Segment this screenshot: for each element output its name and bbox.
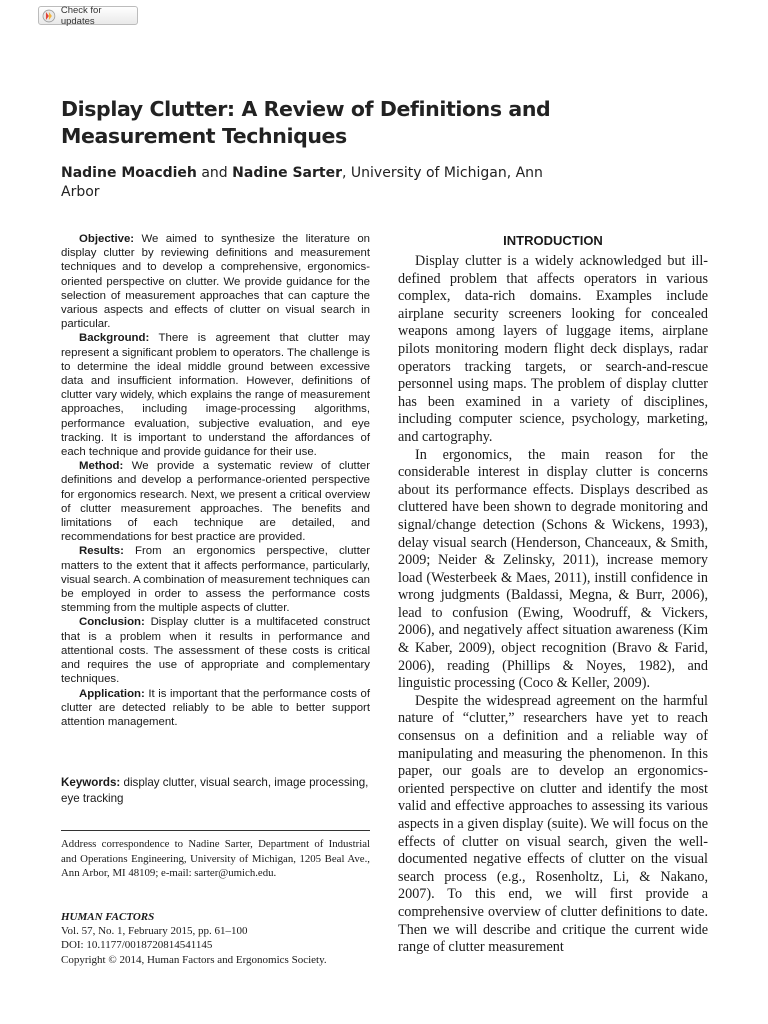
journal-name: HUMAN FACTORS bbox=[61, 911, 155, 923]
journal-info bbox=[61, 910, 381, 967]
intro-paragraph: Display clutter is a widely acknowledged but ill-defined problem that affects operators in various complex, data-rich domains. Examples include airplane security screeners looking for concealed weapons among layers of luggage items, airplane pilots monitoring modern flight deck displays, radar operators tracking targets, or search-and-rescue personnel using maps. The problem of display clutter has been examined in a variety of disciplines, including computer science, psychology, marketing, and cartography. bbox=[398, 253, 708, 445]
abstract-objective: Objective: We aimed to synthesize the literature on display clutter by reviewing definitions and measurement techniques and to develop a comprehensive, ergonomics-oriented perspective on clutter. We provide guidance for the selection of measurement approaches that can capture the various aspects and effects of clutter on visual search in particular. bbox=[61, 233, 370, 331]
intro-paragraph: Despite the widespread agreement on the harmful nature of “clutter,” researchers have yet to reach consensus on a definition and a reliable way of manipulating and measuring the phenomenon. In this paper, our goals are to develop an ergonomics-oriented perspective on clutter and identify the most valid and effective approaches to assessing its various aspects in a given display (suite). We will focus on the effects of clutter on visual search, given the well-documented negative effects of clutter on the visual search process (e.g., Rosenholtz, Li, & Nakano, 2007). To this end, we will first provide a comprehensive overview of clutter definitions to date. Then we will describe and critique the current wide range of clutter measurement bbox=[398, 692, 708, 956]
abstract-conclusion: Conclusion: Display clutter is a multifaceted construct that is a problem when it results in performance and attentional costs. The assessment of these costs is critical and requires the use of appropriate and complementary techniques. bbox=[61, 616, 370, 686]
author-conjunction: and bbox=[196, 165, 233, 181]
author-line bbox=[61, 164, 581, 202]
article-title: Display Clutter: A Review of Definitions and Measurement Techniques bbox=[61, 97, 551, 148]
intro-paragraph: In ergonomics, the main reason for the considerable interest in display clutter is concerns about its performance effects. Displays described as cluttered have been shown to degrade monitoring and signal/change detection (Schons & Wickens, 1993), delay visual search (Henderson, Chanceaux, & Smith, 2009; Neider & Zelinsky, 2011), increase memory load (Westerbeek & Maes, 2011), instill confidence in wrong judgments (Baldassi, Megna, & Burr, 2006), lead to confusion (Ewing, Woodruff, & Vickers, 2006), and negatively affect situation awareness (Kim & Kaber, 2009), object recognition (Bravo & Farid, 2006), reading (Phillips & Noyes, 1982), and linguistic processing (Coco & Keller, 2009). bbox=[398, 446, 708, 692]
footnote-divider bbox=[61, 830, 370, 831]
update-icon bbox=[42, 9, 56, 23]
author-1: Nadine Moacdieh bbox=[61, 165, 197, 181]
abstract-background: Background: There is agreement that clutter may represent a significant problem to operators. The challenge is to determine the ideal middle ground between excessive data and insufficient information. However, definitions of clutter vary widely, which explains the range of measurement approaches, including image-processing algorithms, performance evaluation, subjective evaluation, and eye tracking. It is important to understand the affordances of each technique and provide guidance for their use. bbox=[61, 332, 370, 459]
check-for-updates-label: Check for updates bbox=[60, 4, 102, 27]
check-for-updates-button[interactable] bbox=[38, 6, 138, 25]
journal-copyright: Copyright © 2014, Human Factors and Ergonomics Society. bbox=[61, 953, 327, 966]
section-heading: INTRODUCTION bbox=[503, 233, 603, 248]
abstract-method: Method: We provide a systematic review of clutter definitions and develop a performance-oriented perspective for ergonomics research. Next, we present a critical overview of clutter measurement approaches. The benefits and limitations of each technique are detailed, and recommendations for best practice are provided. bbox=[61, 460, 370, 544]
affiliation: , University of Michigan, Ann Arbor bbox=[61, 165, 543, 200]
journal-volume: Vol. 57, No. 1, February 2015, pp. 61–100 bbox=[61, 925, 248, 938]
abstract bbox=[61, 232, 370, 729]
author-2: Nadine Sarter bbox=[232, 165, 343, 181]
keywords: Keywords: display clutter, visual search, image processing, eye tracking bbox=[61, 776, 369, 805]
journal-doi: DOI: 10.1177/0018720814541145 bbox=[61, 939, 213, 952]
abstract-results: Results: From an ergonomics perspective, clutter matters to the extent that it affects performance, particularly, visual search. A combination of measurement techniques can be employed in order to assess the performance costs stemming from the multiple aspects of clutter. bbox=[61, 545, 370, 615]
introduction-body bbox=[398, 253, 708, 957]
abstract-application: Application: It is important that the performance costs of clutter are detected reliably to be able to better support attention management. bbox=[61, 687, 370, 728]
correspondence-address: Address correspondence to Nadine Sarter, Department of Industrial and Operations Engineering, University of Michigan, 1205 Beal Ave., Ann Arbor, MI 48109; e-mail: sarter@umich.edu. bbox=[61, 838, 370, 880]
